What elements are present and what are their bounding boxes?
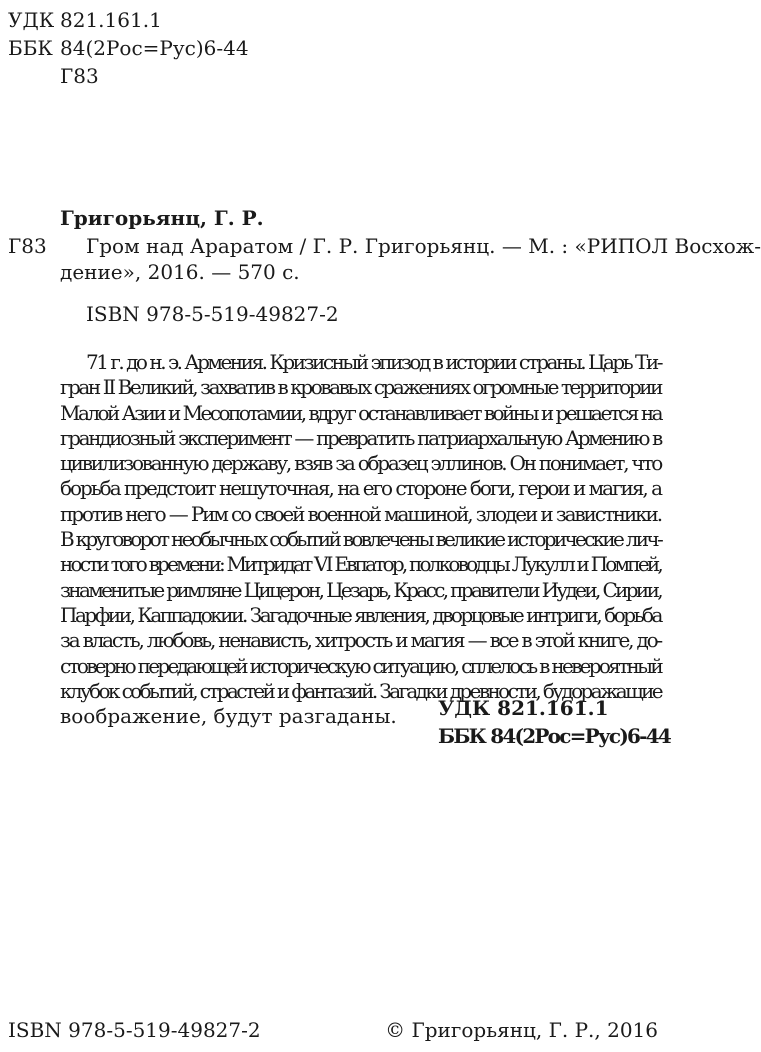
description-line: за власть, любовь, ненависть, хитрость и магия — все в этой книге, до- — [60, 628, 661, 653]
isbn-catalog: ISBN 978-5-519-49827-2 — [86, 302, 339, 326]
description-line: гран II Великий, захватив в кровавых сражениях огромные территории — [60, 375, 661, 400]
title-line-2: дение», 2016. — 570 с. — [60, 260, 300, 284]
description-line: против него — Рим со своей военной машиной, злодеи и завистники. — [60, 501, 661, 526]
author-heading: Григорьянц, Г. Р. — [60, 206, 264, 230]
isbn-footer: ISBN 978-5-519-49827-2 — [8, 1018, 261, 1042]
title-line-1: Гром над Араратом / Г. Р. Григорьянц. — М. : «РИПОЛ Восхож- — [86, 234, 761, 258]
author-sign: Г83 — [8, 234, 47, 258]
description-line: клубок событий, страстей и фантазий. Загадки древности, будоражащие — [60, 678, 661, 703]
description — [60, 350, 661, 729]
udk-label: УДК — [8, 8, 55, 32]
description-line: 71 г. до н. э. Армения. Кризисный эпизод в истории страны. Царь Ти- — [86, 350, 661, 374]
description-line: Парфии, Каппадокии. Загадочные явления, дворцовые интриги, борьба — [60, 602, 661, 627]
description-line: борьба предстоит нешуточная, на его стороне боги, герои и магия, а — [60, 476, 661, 501]
description-line: В круговорот необычных событий вовлечены великие исторические лич- — [60, 527, 661, 552]
description-line: Малой Азии и Месопотамии, вдруг останавливает войны и решается на — [60, 400, 661, 425]
udk-value: 821.161.1 — [60, 8, 162, 32]
bbk-value: 84(2Рос=Рус)6-44 — [60, 36, 249, 60]
udk-bottom: УДК 821.161.1 — [438, 696, 609, 720]
description-line: грандиозный эксперимент — превратить патриархальную Армению в — [60, 425, 661, 450]
description-line: цивилизованную державу, взяв за образец эллинов. Он понимает, что — [60, 451, 661, 476]
description-line: стоверно передающей историческую ситуацию, сплелось в невероятный — [60, 653, 661, 678]
description-line: ности того времени: Митридат VI Евпатор, полководцы Лукулл и Помпей, — [60, 552, 661, 577]
description-line: воображение, будут разгаданы. — [60, 704, 397, 729]
copyright: © Григорьянц, Г. Р., 2016 — [385, 1018, 658, 1042]
bbk-bottom: ББК 84(2Рос=Рус)6-44 — [438, 724, 670, 748]
description-line: знаменитые римляне Цицерон, Цезарь, Красс, правители Иудеи, Сирии, — [60, 577, 661, 602]
author-sign-top: Г83 — [60, 64, 99, 88]
bbk-label: ББК — [8, 36, 53, 60]
